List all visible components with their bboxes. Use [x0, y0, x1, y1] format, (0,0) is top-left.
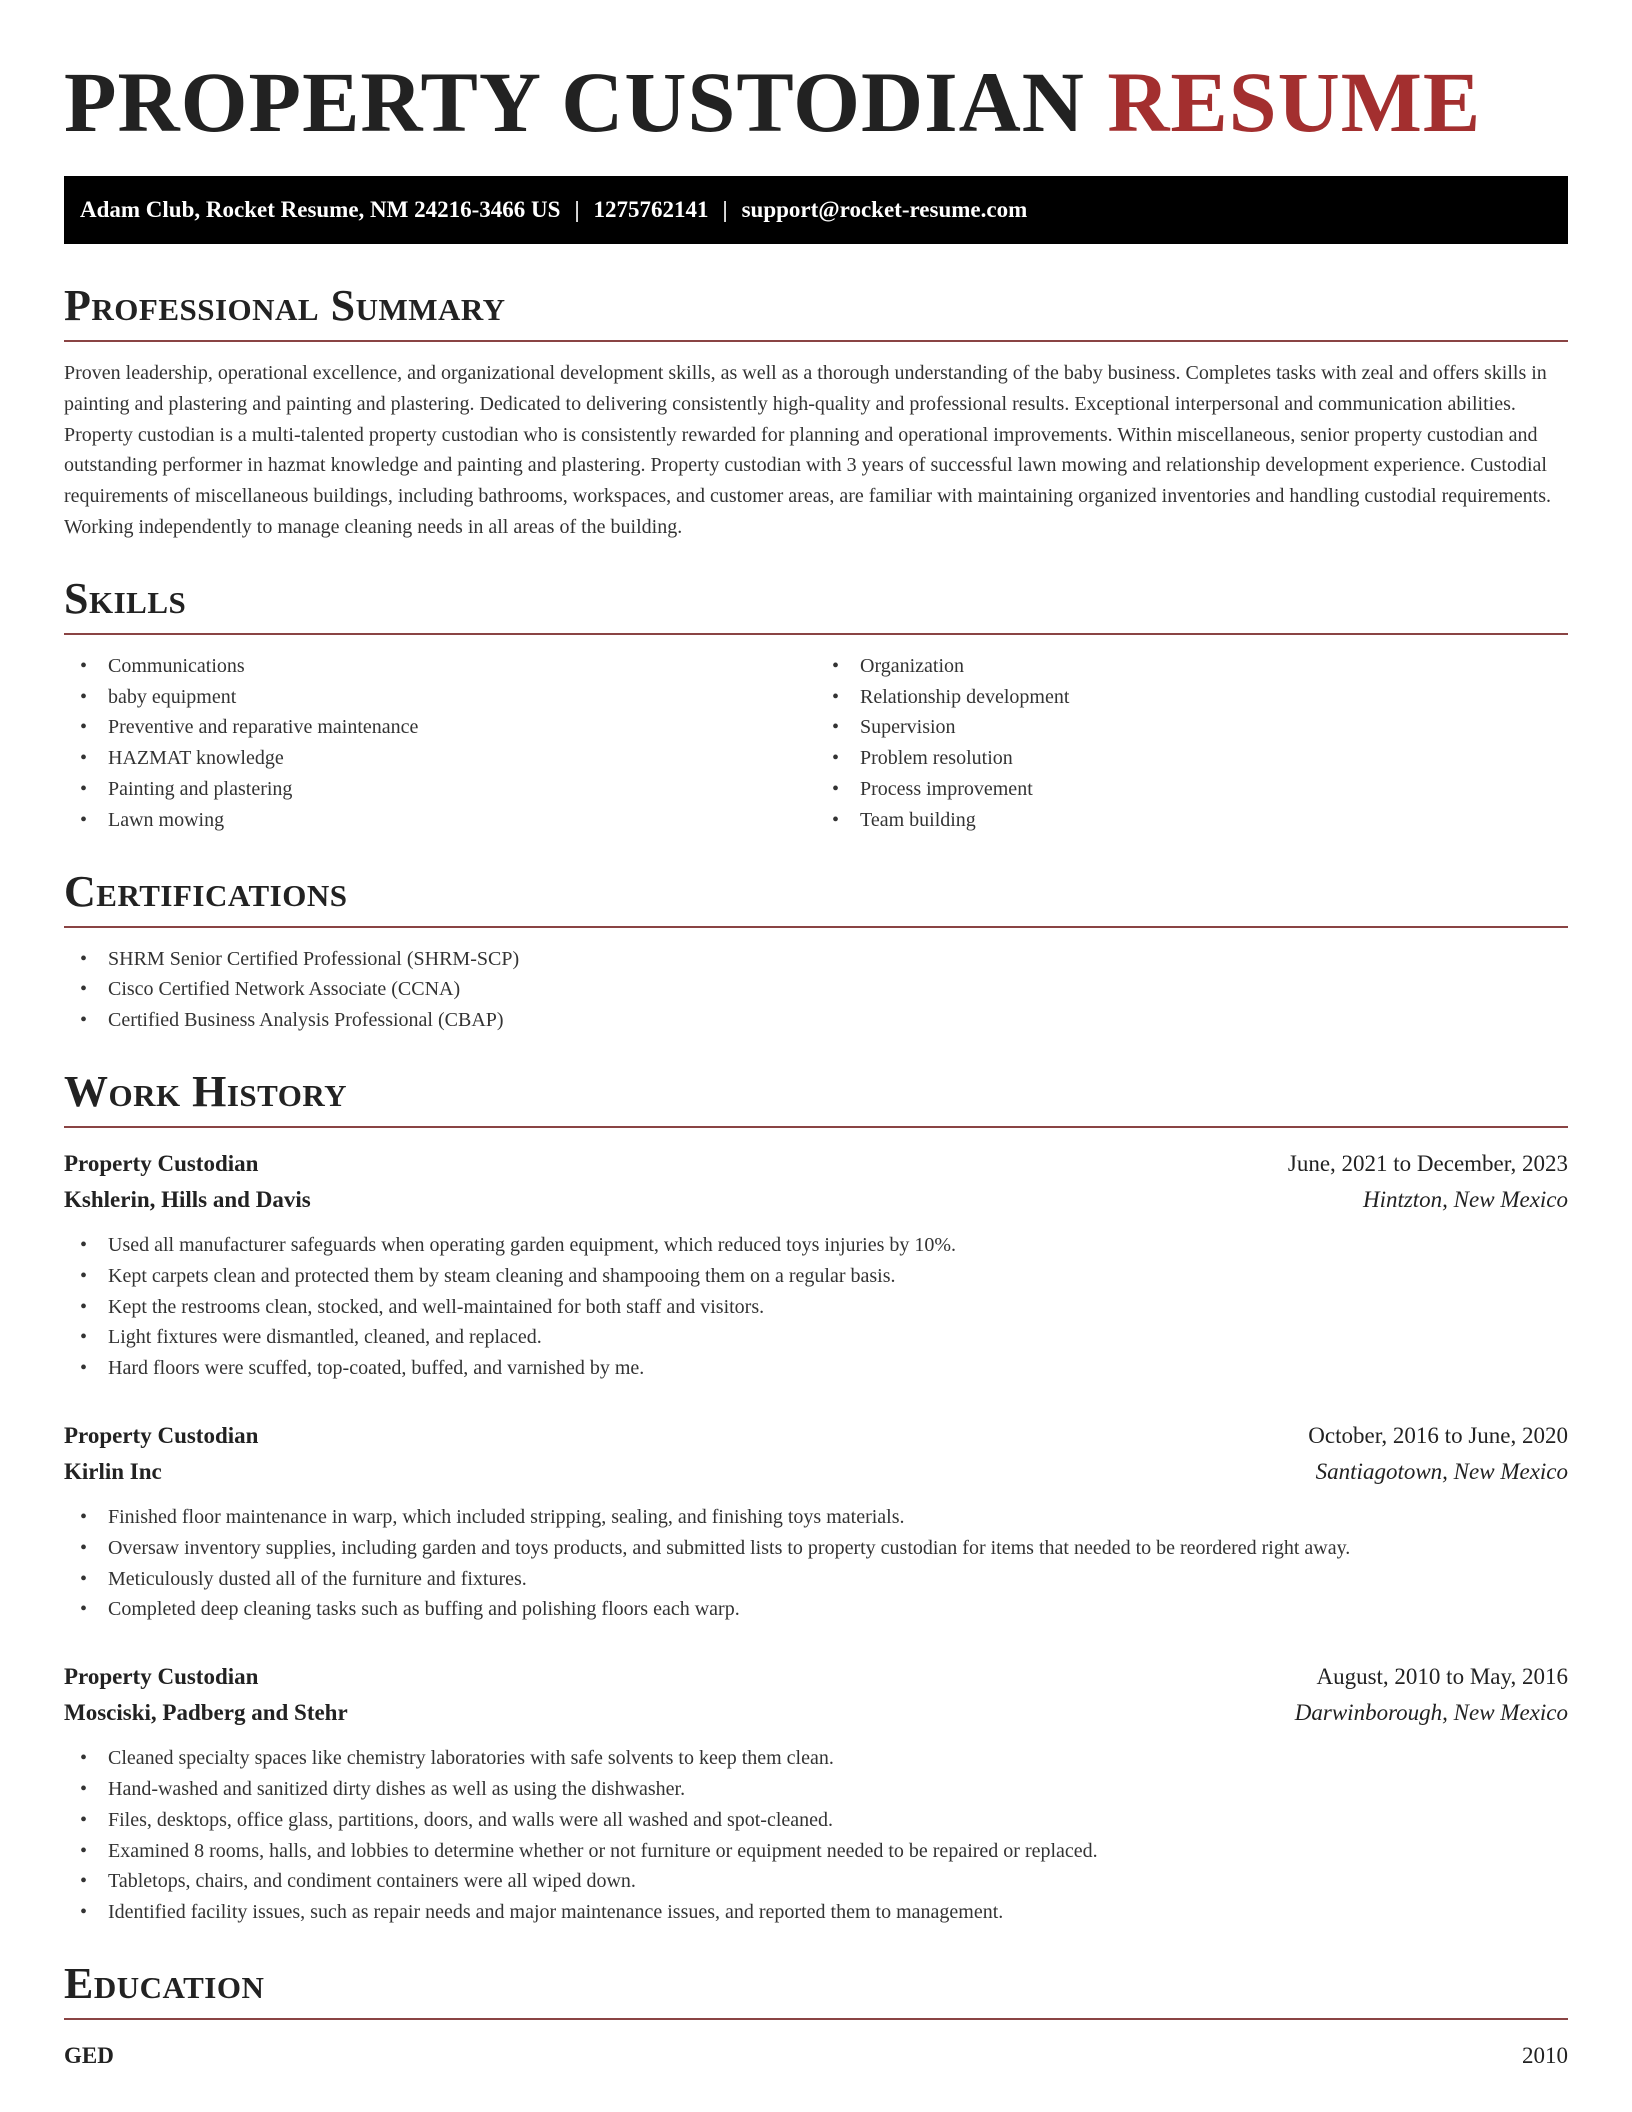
job-location: Santiagotown, New Mexico: [1315, 1458, 1568, 1484]
job-location: Hintzton, New Mexico: [1362, 1186, 1568, 1212]
job-dates: October, 2016 to June, 2020: [1308, 1422, 1568, 1448]
summary-text: Proven leadership, operational excellence, and organizational development skills, as well as a thorough understanding of the baby business. Completes tasks with zeal and offers skills in painting and plastering and painting and plastering. Dedicated to delivering consistently high-quality and professional results. Exceptional interpersonal and communication abilities. Property custodian is a multi-talented property custodian who is consistently rewarded for planning and operational improvements. Within miscellaneous, senior property custodian and outstanding performer in hazmat knowledge and painting and plastering. Property custodian with 3 years of successful lawn mowing and relationship development experience. Custodial requirements of miscellaneous buildings, including bathrooms, workspaces, and customer areas, are familiar with maintaining organized inventories and handling custodial requirements. Working independently to manage cleaning needs in all areas of the building.: [64, 362, 1552, 538]
job-entry: [64, 1146, 1568, 1384]
job-duties: [64, 1743, 1568, 1928]
job-company: Kirlin Inc: [64, 1458, 162, 1484]
list-item: • Used all manufacturer safeguards when operating garden equipment, which reduced toys injuries by 10%.: [64, 1230, 1568, 1261]
title-main: PROPERTY CUSTODIAN: [64, 54, 1085, 150]
job-company: Mosciski, Padberg and Stehr: [64, 1700, 348, 1726]
resume-title: [64, 0, 1568, 176]
education-degree: GED: [64, 2042, 114, 2068]
contact-bar: [64, 176, 1568, 244]
list-item: • Team building: [816, 805, 1568, 836]
job-title: Property Custodian: [64, 1150, 259, 1176]
list-item: • baby equipment: [64, 682, 816, 713]
job-location: Darwinborough, New Mexico: [1294, 1700, 1568, 1726]
skills-column-left: [64, 651, 816, 836]
list-item: • Cisco Certified Network Associate (CCNA): [64, 974, 1568, 1005]
contact-phone: 1275762141: [593, 197, 709, 222]
job-dates: June, 2021 to December, 2023: [1287, 1150, 1568, 1176]
section-heading-education: Education: [64, 1958, 1568, 2020]
list-item: • Files, desktops, office glass, partitions, doors, and walls were all washed and spot-cleaned.: [64, 1805, 1568, 1836]
list-item: • Hand-washed and sanitized dirty dishes as well as using the dishwasher.: [64, 1774, 1568, 1805]
education-year: 2010: [1522, 2042, 1568, 2068]
list-item: • Examined 8 rooms, halls, and lobbies to determine whether or not furniture or equipment needed to be repaired or replaced.: [64, 1836, 1568, 1867]
job-duties: [64, 1502, 1568, 1625]
skills-list: [64, 635, 1568, 836]
section-heading-skills: Skills: [64, 573, 1568, 635]
job-duties: [64, 1230, 1568, 1384]
section-heading-work-history: Work History: [64, 1066, 1568, 1128]
job-dates: August, 2010 to May, 2016: [1316, 1664, 1568, 1690]
list-item: • Kept the restrooms clean, stocked, and well-maintained for both staff and visitors.: [64, 1292, 1568, 1323]
list-item: • Tabletops, chairs, and condiment containers were all wiped down.: [64, 1866, 1568, 1897]
list-item: • Preventive and reparative maintenance: [64, 712, 816, 743]
list-item: • Meticulously dusted all of the furniture and fixtures.: [64, 1564, 1568, 1595]
list-item: • Supervision: [816, 712, 1568, 743]
skills-column-right: [816, 651, 1568, 836]
contact-separator: |: [722, 197, 728, 222]
job-entry: [64, 1418, 1568, 1625]
title-accent: RESUME: [1107, 54, 1482, 150]
contact-email: support@rocket-resume.com: [741, 197, 1028, 222]
list-item: • Painting and plastering: [64, 774, 816, 805]
list-item: • Completed deep cleaning tasks such as buffing and polishing floors each warp.: [64, 1594, 1568, 1625]
job-title: Property Custodian: [64, 1664, 259, 1690]
certifications-list: [64, 944, 1568, 1036]
list-item: • Process improvement: [816, 774, 1568, 805]
list-item: • Communications: [64, 651, 816, 682]
section-heading-certifications: Certifications: [64, 866, 1568, 928]
list-item: • Hard floors were scuffed, top-coated, buffed, and varnished by me.: [64, 1353, 1568, 1384]
list-item: • Certified Business Analysis Professional (CBAP): [64, 1005, 1568, 1036]
list-item: • Identified facility issues, such as repair needs and major maintenance issues, and reported them to management.: [64, 1897, 1568, 1928]
contact-address: Adam Club, Rocket Resume, NM 24216-3466 US: [80, 197, 561, 222]
job-title: Property Custodian: [64, 1422, 259, 1448]
education-entry: [64, 2038, 1568, 2074]
job-company: Kshlerin, Hills and Davis: [64, 1186, 311, 1212]
list-item: • Relationship development: [816, 682, 1568, 713]
list-item: • Lawn mowing: [64, 805, 816, 836]
list-item: • Finished floor maintenance in warp, which included stripping, sealing, and finishing toys materials.: [64, 1502, 1568, 1533]
list-item: • HAZMAT knowledge: [64, 743, 816, 774]
job-entry: [64, 1659, 1568, 1928]
list-item: • SHRM Senior Certified Professional (SHRM-SCP): [64, 944, 1568, 975]
list-item: • Oversaw inventory supplies, including garden and toys products, and submitted lists to property custodian for items that needed to be reordered right away.: [64, 1533, 1568, 1564]
contact-separator: |: [574, 197, 580, 222]
list-item: • Problem resolution: [816, 743, 1568, 774]
list-item: • Organization: [816, 651, 1568, 682]
section-heading-summary: Professional Summary: [64, 280, 1568, 342]
list-item: • Kept carpets clean and protected them by steam cleaning and shampooing them on a regular basis.: [64, 1261, 1568, 1292]
list-item: • Light fixtures were dismantled, cleaned, and replaced.: [64, 1322, 1568, 1353]
list-item: • Cleaned specialty spaces like chemistry laboratories with safe solvents to keep them clean.: [64, 1743, 1568, 1774]
